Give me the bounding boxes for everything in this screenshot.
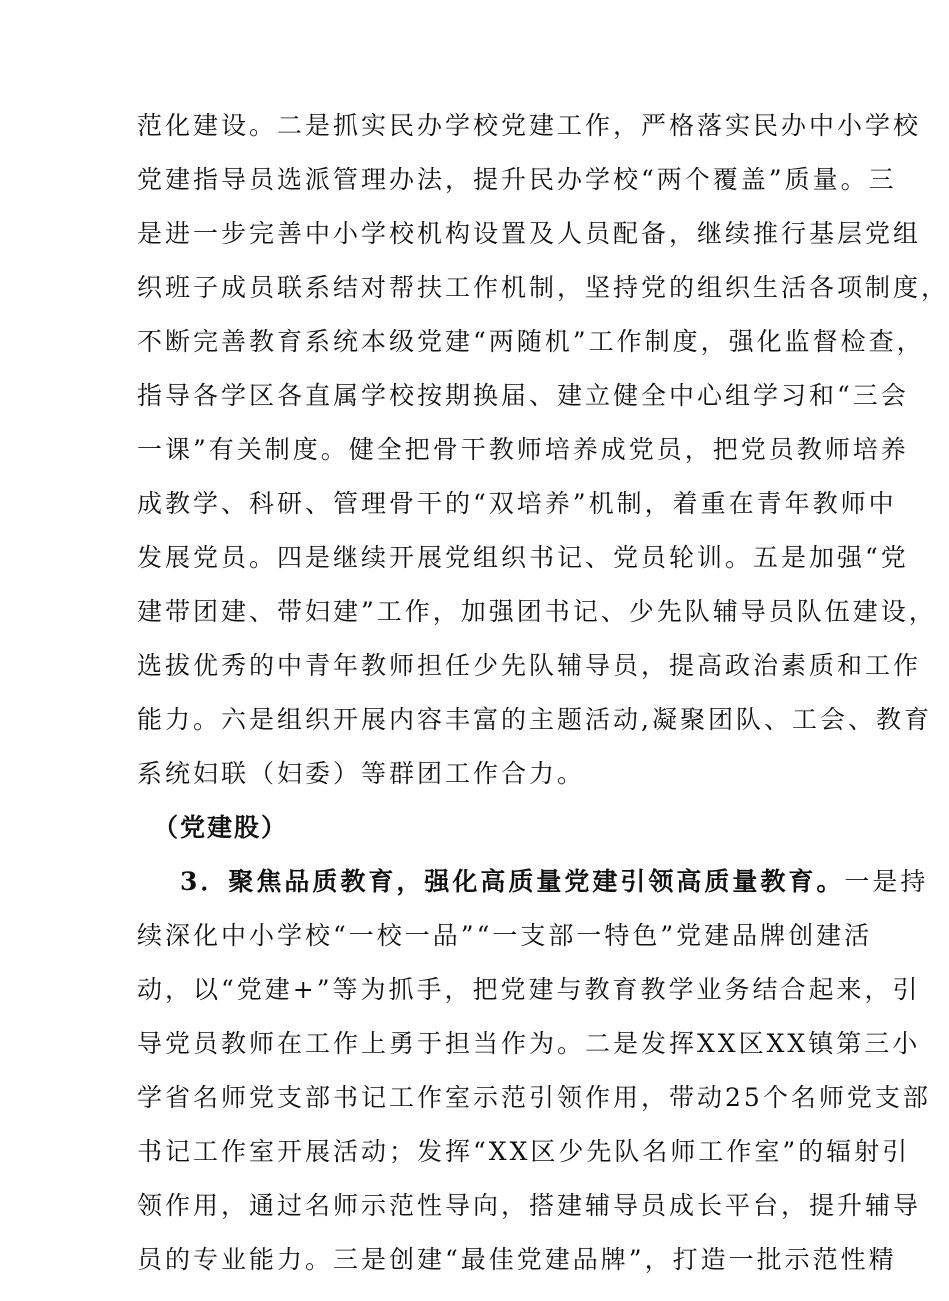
section-heading-line xyxy=(180,862,929,902)
paragraph-line: 续深化中小学校“一校一品”“一支部一特色”党建品牌创建活 xyxy=(137,921,873,950)
paragraph-line: 不断完善教育系统本级党建“两随机”工作制度，强化监督检查， xyxy=(137,327,925,356)
paragraph-line: 织班子成员联系结对帮扶工作机制，坚持党的组织生活各项制度， xyxy=(137,273,949,302)
department-label: （党建股） xyxy=(153,813,289,842)
paragraph-line: 是进一步完善中小学校机构设置及人员配备，继续推行基层党组 xyxy=(137,219,922,248)
section-heading-rest: 一是持 xyxy=(844,867,929,896)
paragraph-line: 范化建设。二是抓实民办学校党建工作，严格落实民办中小学校 xyxy=(137,111,922,140)
paragraph-line: 动，以“党建+”等为抓手，把党建与教育教学业务结合起来，引 xyxy=(137,975,921,1004)
paragraph-line: 领作用，通过名师示范性导向，搭建辅导员成长平台，提升辅导 xyxy=(137,1191,922,1220)
paragraph-line: 员的专业能力。三是创建“最佳党建品牌”，打造一批示范性精 xyxy=(137,1245,897,1274)
paragraph-line: 选拔优秀的中青年教师担任少先队辅导员，提高政治素质和工作 xyxy=(137,651,922,680)
paragraph-line: 书记工作室开展活动；发挥“XX区少先队名师工作室”的辐射引 xyxy=(137,1137,911,1166)
paragraph-line: 指导各学区各直属学校按期换届、建立健全中心组学习和“三会 xyxy=(137,381,909,410)
paragraph-line: 一课”有关制度。健全把骨干教师培养成党员，把党员教师培养 xyxy=(137,435,909,464)
paragraph-line: 能力。六是组织开展内容丰富的主题活动,凝聚团队、工会、教育 xyxy=(137,705,932,734)
paragraph-line: 党建指导员选派管理办法，提升民办学校“两个覆盖”质量。三 xyxy=(137,165,897,194)
paragraph-line: 建带团建、带妇建”工作，加强团书记、少先队辅导员队伍建设， xyxy=(137,597,937,626)
paragraph-line: 导党员教师在工作上勇于担当作为。二是发挥XX区XX镇第三小 xyxy=(137,1029,921,1058)
section-heading: 3．聚焦品质教育，强化高质量党建引领高质量教育。 xyxy=(180,867,845,896)
paragraph-line: 成教学、科研、管理骨干的“双培养”机制，着重在青年教师中 xyxy=(137,489,897,518)
paragraph-line: 发展党员。四是继续开展党组织书记、党员轮训。五是加强“党 xyxy=(137,543,909,572)
paragraph-line: 系统妇联（妇委）等群团工作合力。 xyxy=(137,759,586,788)
paragraph-line: 学省名师党支部书记工作室示范引领作用，带动25个名师党支部 xyxy=(137,1083,931,1112)
